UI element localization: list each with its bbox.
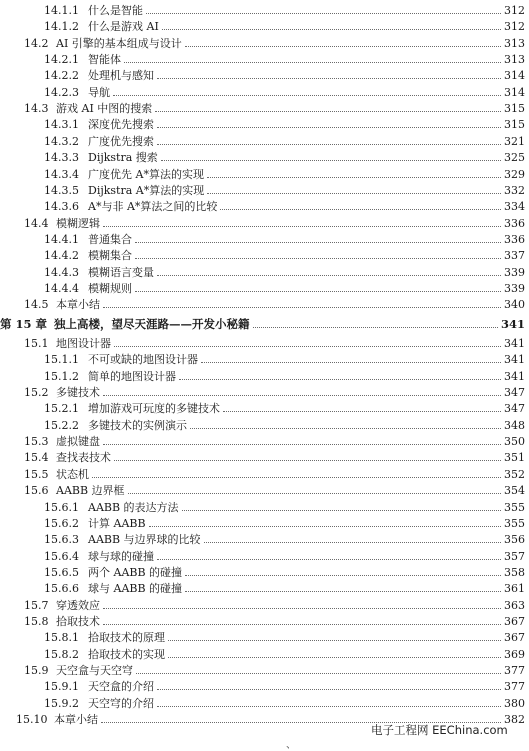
toc-entry-page: 367	[504, 614, 525, 628]
toc-entry-page: 339	[504, 281, 525, 295]
dot-leader	[103, 226, 501, 227]
toc-entry-number: 15.6.6	[44, 582, 79, 596]
toc-entry-page: 355	[504, 500, 525, 514]
toc-entry-title: 模糊集合	[88, 249, 132, 263]
toc-entry-title: 导航	[88, 85, 110, 99]
dot-leader	[92, 477, 501, 478]
dot-leader	[157, 689, 501, 690]
toc-entry-number: 15.2.2	[44, 418, 79, 432]
toc-entry-page: 355	[504, 516, 525, 530]
toc-entry-page: 377	[504, 664, 525, 677]
toc-entry-number: 15.1.2	[44, 369, 79, 383]
toc-entry-sub	[0, 67, 529, 84]
toc-entry-title: 什么是智能	[88, 4, 143, 17]
toc-entry-title: 拾取技术	[56, 614, 100, 628]
toc-entry-number: 14.4	[24, 216, 49, 230]
toc-entry-section	[0, 466, 529, 483]
toc-entry-page: 334	[504, 200, 525, 214]
toc-entry-page: 348	[504, 418, 525, 432]
toc-entry-number: 14.2.2	[44, 69, 79, 83]
toc-entry-title: AABB 与边界球的比较	[88, 533, 201, 547]
dot-leader	[185, 575, 501, 576]
toc-entry-page: 363	[504, 598, 525, 612]
toc-entry-number: 14.4.1	[44, 232, 79, 246]
toc-entry-section	[0, 597, 529, 614]
toc-entry-number: 14.3.4	[44, 167, 79, 181]
dot-leader	[128, 493, 501, 494]
toc-entry-number: 14.3.5	[44, 183, 79, 197]
toc-entry-sub	[0, 351, 529, 368]
toc-entry-page: 312	[504, 20, 525, 34]
toc-entry-title: 两个 AABB 的碰撞	[88, 565, 183, 579]
toc-entry-sub	[0, 84, 529, 101]
dot-leader	[182, 510, 501, 511]
toc-entry-title: 状态机	[56, 467, 89, 481]
toc-entry-number: 14.1.2	[44, 20, 79, 34]
toc-entry-page: 367	[504, 631, 525, 645]
toc-entry-number: 14.2	[24, 36, 49, 50]
toc-entry-number: 15.1.1	[44, 353, 79, 367]
dot-leader	[185, 46, 501, 47]
toc-entry-page: 339	[504, 265, 525, 279]
toc-entry-number: 14.2.3	[44, 85, 79, 99]
toc-entry-sub	[0, 264, 529, 281]
toc-entry-page: 314	[504, 69, 525, 83]
toc-entry-title: 拾取技术的原理	[88, 631, 165, 645]
toc-entry-title: 天空穹的介绍	[88, 696, 154, 710]
dot-leader	[207, 177, 501, 178]
toc-entry-number: 15.9.2	[44, 696, 79, 710]
toc-entry-title: 球与 AABB 的碰撞	[88, 582, 183, 596]
toc-entry-number: 15.6.5	[44, 565, 79, 579]
dot-leader	[157, 275, 501, 276]
toc-entry-number: 14.4.4	[44, 281, 79, 295]
toc-entry-page: 380	[504, 696, 525, 710]
toc-entry-sub	[0, 548, 529, 565]
toc-entry-page: 347	[504, 402, 525, 416]
dot-leader	[223, 411, 501, 412]
toc-entry-section	[0, 433, 529, 450]
dot-leader	[201, 362, 501, 363]
toc-entry-sub	[0, 116, 529, 133]
dot-leader	[135, 258, 501, 259]
toc-entry-section	[0, 662, 529, 679]
toc-entry-page: 382	[504, 713, 525, 727]
dot-leader	[220, 209, 501, 210]
toc-entry-title: 独上高楼，望尽天涯路——开发小秘籍	[54, 316, 250, 331]
toc-entry-page: 313	[504, 53, 525, 67]
toc-entry-number: 15.6.1	[44, 500, 79, 514]
toc-entry-number: 15.7	[24, 598, 49, 612]
toc-entry-sub	[0, 166, 529, 183]
toc-entry-sub	[0, 2, 529, 19]
toc-entry-number: 14.3.2	[44, 134, 79, 148]
dot-leader	[135, 291, 501, 292]
dot-leader	[114, 460, 501, 461]
toc-entry-section	[0, 215, 529, 232]
toc-entry-title: A*与非 A*算法之间的比较	[88, 200, 218, 214]
toc-entry-title: 查找表技术	[56, 451, 111, 465]
toc-entry-page: 314	[504, 85, 525, 99]
dot-leader	[157, 78, 501, 79]
toc-entry-page: 341	[504, 353, 525, 367]
toc-entry-sub	[0, 247, 529, 264]
dot-leader	[207, 193, 501, 194]
toc-entry-title: 广度优先 A*算法的实现	[88, 167, 204, 181]
toc-entry-title: 增加游戏可玩度的多键技术	[88, 402, 220, 416]
toc-entry-title: 游戏 AI 中图的搜索	[56, 102, 153, 116]
toc-entry-title: 智能体	[88, 53, 121, 67]
toc-entry-sub	[0, 499, 529, 516]
dot-leader	[124, 62, 501, 63]
toc-entry-section	[0, 384, 529, 401]
toc-entry-sub	[0, 417, 529, 434]
toc-entry-number: 15.6	[24, 484, 49, 498]
dot-leader	[135, 242, 501, 243]
toc-entry-sub	[0, 182, 529, 199]
toc-entry-title: 普通集合	[88, 232, 132, 246]
toc-entry-sub	[0, 149, 529, 166]
toc-entry-number: 15.3	[24, 435, 49, 449]
toc-entry-page: 337	[504, 249, 525, 263]
toc-entry-section	[0, 100, 529, 117]
toc-entry-number: 15.8	[24, 614, 49, 628]
toc-entry-page: 341	[500, 316, 525, 331]
dot-leader	[190, 428, 501, 429]
toc-entry-number: 15.2	[24, 386, 49, 400]
toc-entry-title: 处理机与感知	[88, 69, 154, 83]
dot-leader	[253, 327, 498, 328]
watermark-text: 电子工程网 EEChina.com	[371, 723, 508, 737]
toc-entry-page: 325	[504, 151, 525, 165]
toc-entry-sub	[0, 133, 529, 150]
toc-entry-title: 球与球的碰撞	[88, 549, 154, 563]
toc-entry-page: 341	[504, 369, 525, 383]
toc-entry-sub	[0, 646, 529, 663]
toc-entry-number: 15.6.2	[44, 516, 79, 530]
toc-entry-number: 14.3.1	[44, 118, 79, 132]
dot-leader	[179, 379, 501, 380]
toc-entry-sub	[0, 400, 529, 417]
toc-entry-sub	[0, 368, 529, 385]
dot-leader	[157, 559, 501, 560]
dot-leader	[157, 127, 501, 128]
toc-entry-page: 336	[504, 216, 525, 230]
toc-entry-page: 356	[504, 533, 525, 547]
toc-entry-title: 模糊逻辑	[56, 216, 100, 230]
toc-entry-title: 本章小结	[54, 713, 98, 727]
toc-entry-number: 14.4.2	[44, 249, 79, 263]
toc-entry-number: 15.4	[24, 451, 49, 465]
toc-entry-title: 拾取技术的实现	[88, 647, 165, 661]
dot-leader	[157, 706, 501, 707]
dot-leader	[136, 673, 501, 674]
toc-entry-page: 340	[504, 298, 525, 312]
dot-leader	[113, 95, 501, 96]
dot-leader	[157, 144, 501, 145]
dot-leader	[185, 591, 501, 592]
toc-entry-sub	[0, 629, 529, 646]
toc-entry-sub	[0, 564, 529, 581]
toc-entry-page: 315	[504, 102, 525, 116]
toc-entry-sub	[0, 580, 529, 597]
toc-entry-number: 14.3	[24, 102, 49, 116]
stray-mark: 、	[286, 740, 296, 751]
toc-entry-section	[0, 482, 529, 499]
dot-leader	[114, 346, 501, 347]
toc-entry-title: 虚拟键盘	[56, 435, 100, 449]
toc-entry-page: 369	[504, 647, 525, 661]
toc-entry-page: 315	[504, 118, 525, 132]
toc-entry-page: 321	[504, 134, 525, 148]
dot-leader	[204, 542, 501, 543]
dot-leader	[146, 13, 501, 14]
toc-entry-page: 350	[504, 435, 525, 449]
toc-entry-page: 351	[504, 451, 525, 465]
toc-entry-number: 15.8.1	[44, 631, 79, 645]
dot-leader	[155, 111, 501, 112]
toc-entry-title: 天空盒与天空穹	[56, 664, 133, 677]
toc-entry-number: 15.9.1	[44, 680, 79, 694]
toc-entry-sub	[0, 51, 529, 68]
toc-entry-sub	[0, 280, 529, 297]
dot-leader	[103, 608, 501, 609]
toc-entry-number: 15.8.2	[44, 647, 79, 661]
toc-entry-chapter	[0, 316, 529, 333]
toc-entry-sub	[0, 515, 529, 532]
toc-entry-title: 深度优先搜索	[88, 118, 154, 132]
toc-entry-section	[0, 449, 529, 466]
dot-leader	[162, 29, 501, 30]
toc-entry-title: AI 引擎的基本组成与设计	[56, 36, 182, 50]
toc-entry-page: 341	[504, 337, 525, 350]
toc-entry-number: 14.1.1	[44, 4, 79, 17]
toc-entry-title: 简单的地图设计器	[88, 369, 176, 383]
toc-entry-section	[0, 296, 529, 313]
dot-leader	[149, 526, 501, 527]
toc-entry-number: 14.3.6	[44, 200, 79, 214]
toc-entry-number: 15.9	[24, 664, 49, 677]
toc-entry-number: 14.2.1	[44, 53, 79, 67]
toc-entry-section	[0, 335, 529, 352]
toc-entry-sub	[0, 18, 529, 35]
toc-entry-title: 模糊语言变量	[88, 265, 154, 279]
toc-entry-number: 15.6.3	[44, 533, 79, 547]
toc-entry-sub	[0, 198, 529, 215]
toc-entry-title: Dijkstra 搜索	[88, 151, 158, 165]
toc-entry-number: 14.4.3	[44, 265, 79, 279]
toc-entry-page: 313	[504, 36, 525, 50]
toc-entry-page: 352	[504, 467, 525, 481]
toc-entry-number: 15.1	[24, 337, 49, 350]
toc-entry-page: 329	[504, 167, 525, 181]
toc-entry-number: 14.3.3	[44, 151, 79, 165]
toc-entry-page: 354	[504, 484, 525, 498]
toc-entry-page: 336	[504, 232, 525, 246]
toc-entry-title: 穿透效应	[56, 598, 100, 612]
toc-entry-sub	[0, 695, 529, 712]
toc-entry-title: 不可或缺的地图设计器	[88, 353, 198, 367]
toc-entry-title: 什么是游戏 AI	[88, 20, 159, 34]
toc-entry-number: 第 15 章	[0, 316, 48, 331]
toc-entry-number: 15.5	[24, 467, 49, 481]
toc-entry-number: 15.2.1	[44, 402, 79, 416]
dot-leader	[168, 640, 501, 641]
toc-entry-title: AABB 边界框	[56, 484, 125, 498]
toc-entry-title: 多键技术的实例演示	[88, 418, 187, 432]
toc-entry-page: 347	[504, 386, 525, 400]
dot-leader	[161, 160, 501, 161]
toc-entry-sub	[0, 531, 529, 548]
toc-entry-page: 357	[504, 549, 525, 563]
toc-entry-title: 广度优先搜索	[88, 134, 154, 148]
toc-entry-section	[0, 35, 529, 52]
toc-entry-page: 332	[504, 183, 525, 197]
toc-entry-title: AABB 的表达方法	[88, 500, 179, 514]
toc-entry-sub	[0, 678, 529, 695]
toc-entry-section	[0, 613, 529, 630]
toc-entry-title: 模糊规则	[88, 281, 132, 295]
toc-entry-title: 多键技术	[56, 386, 100, 400]
toc-entry-number: 15.6.4	[44, 549, 79, 563]
toc-entry-page: 312	[504, 4, 525, 17]
toc-entry-number: 15.10	[16, 713, 48, 727]
dot-leader	[103, 307, 501, 308]
toc-entry-title: Dijkstra A*算法的实现	[88, 183, 205, 197]
toc-entry-title: 计算 AABB	[88, 516, 146, 530]
toc-entry-title: 本章小结	[56, 298, 100, 312]
toc-entry-number: 14.5	[24, 298, 49, 312]
toc-entry-page: 361	[504, 582, 525, 596]
toc-entry-title: 地图设计器	[56, 337, 111, 350]
dot-leader	[103, 444, 501, 445]
dot-leader	[103, 395, 501, 396]
toc-entry-page: 377	[504, 680, 525, 694]
toc-entry-title: 天空盒的介绍	[88, 680, 154, 694]
dot-leader	[103, 624, 501, 625]
toc-entry-page: 358	[504, 565, 525, 579]
dot-leader	[168, 657, 501, 658]
toc-entry-sub	[0, 231, 529, 248]
